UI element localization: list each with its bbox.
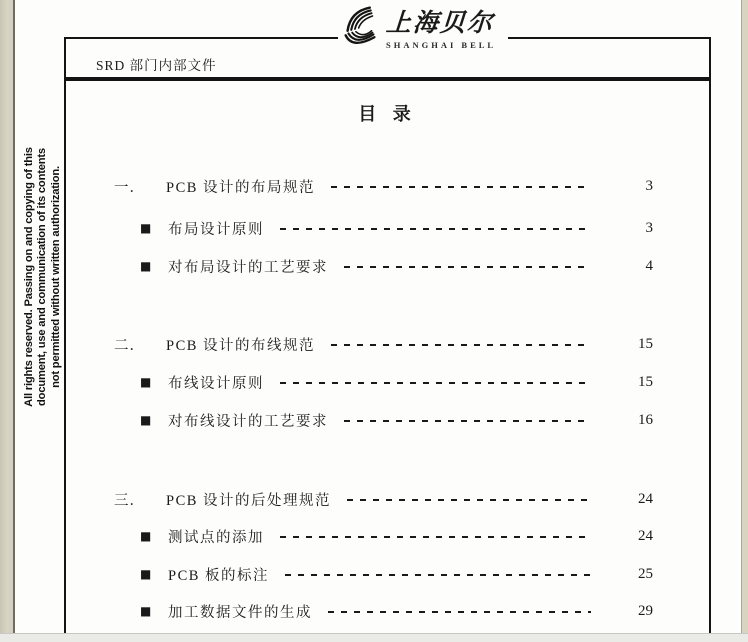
page-number: 24 — [638, 527, 653, 544]
dash-leader — [285, 574, 591, 576]
bullet-square-icon: ■ — [140, 259, 152, 273]
toc-section-row — [114, 489, 655, 509]
section-number: 三． — [114, 492, 145, 509]
confidentiality-notice — [23, 122, 63, 432]
toc-entry-title: 布线设计原则 — [168, 375, 264, 392]
toc-section-row — [114, 334, 655, 354]
notice-line: not permitted without written authorization. — [49, 166, 62, 388]
scan-edge-right — [741, 0, 748, 642]
page-number: 25 — [638, 565, 653, 582]
page-number: 16 — [638, 411, 653, 428]
dash-leader — [280, 382, 591, 384]
section-number: 一． — [114, 179, 145, 196]
page-title: 目 录 — [358, 104, 417, 124]
toc-entry-title: 对布线设计的工艺要求 — [168, 413, 328, 430]
scan-edge-bottom — [0, 633, 748, 642]
page-number: 24 — [638, 490, 653, 507]
toc-entry-title: 加工数据文件的生成 — [168, 604, 312, 621]
bullet-square-icon: ■ — [140, 413, 152, 427]
page-number: 4 — [645, 257, 653, 274]
page-number: 3 — [645, 177, 653, 194]
dash-leader — [344, 420, 591, 422]
company-logo — [338, 3, 508, 57]
toc-section-row — [114, 176, 655, 196]
dash-leader — [280, 536, 591, 538]
toc-entry-title: 对布局设计的工艺要求 — [168, 259, 328, 276]
toc-entry-title: PCB 设计的后处理规范 — [166, 492, 332, 509]
toc-entry-title: PCB 设计的布局规范 — [166, 179, 316, 196]
dash-leader — [328, 611, 591, 613]
toc-item-row — [114, 601, 655, 621]
dash-leader — [331, 344, 591, 346]
header-label: SRD 部门内部文件 — [96, 58, 217, 73]
toc-item-row — [114, 218, 655, 238]
toc-entry-title: PCB 板的标注 — [168, 567, 270, 584]
dash-leader — [280, 228, 591, 230]
notice-line: document, use and communication of its contents — [36, 148, 49, 406]
toc-item-row — [114, 372, 655, 392]
shanghai-bell-swirl-icon — [342, 4, 379, 57]
bullet-square-icon: ■ — [140, 529, 152, 543]
toc-entry-title: PCB 设计的布线规范 — [166, 337, 316, 354]
toc-item-row — [114, 564, 655, 584]
logo-name-english: SHANGHAI BELL — [386, 39, 497, 50]
table-of-contents — [114, 176, 655, 621]
dash-leader — [344, 266, 591, 268]
bullet-square-icon: ■ — [140, 604, 152, 618]
bullet-square-icon: ■ — [140, 567, 152, 581]
page-number: 15 — [638, 335, 653, 352]
toc-entry-title: 测试点的添加 — [168, 529, 264, 546]
dash-leader — [331, 186, 591, 188]
scan-edge-left — [0, 0, 15, 642]
dash-leader — [347, 499, 591, 501]
toc-item-row — [114, 410, 655, 430]
bullet-square-icon: ■ — [140, 221, 152, 235]
notice-line: All rights reserved. Passing on and copying of this — [23, 147, 35, 407]
bullet-square-icon: ■ — [140, 375, 152, 389]
toc-entry-title: 布局设计原则 — [168, 221, 264, 238]
page-number: 3 — [645, 219, 653, 236]
toc-item-row — [114, 526, 655, 546]
page-number: 15 — [638, 373, 653, 390]
page-number: 29 — [638, 602, 653, 619]
toc-item-row — [114, 256, 655, 276]
logo-name-chinese: 上海贝尔 — [385, 9, 495, 37]
section-number: 二． — [114, 337, 145, 354]
